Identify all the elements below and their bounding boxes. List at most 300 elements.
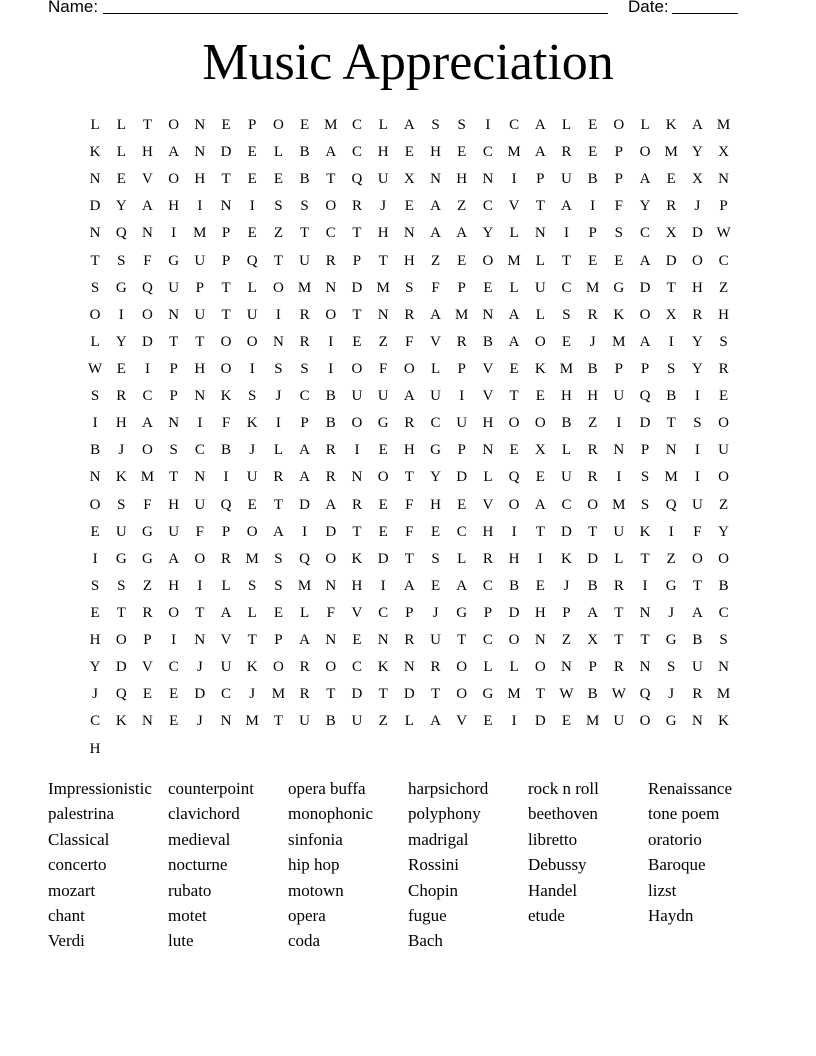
grid-letter: D xyxy=(639,415,651,432)
grid-letter: Q xyxy=(639,388,651,405)
grid-letter: P xyxy=(588,659,597,676)
grid-letter: C xyxy=(351,117,362,134)
grid-letter: G xyxy=(665,577,677,594)
grid-letter: R xyxy=(404,306,415,323)
grid-letter: R xyxy=(325,442,336,459)
grid-letter: N xyxy=(220,713,232,730)
grid-letter: K xyxy=(351,550,363,567)
grid-letter: O xyxy=(246,333,258,350)
grid-letter: F xyxy=(143,496,152,513)
grid-letter: N xyxy=(639,605,651,622)
grid-letter: E xyxy=(142,686,153,703)
grid-letter: E xyxy=(247,144,257,161)
grid-letter: I xyxy=(380,577,386,594)
grid-letter: I xyxy=(223,469,229,486)
grid-letter: R xyxy=(692,306,703,323)
grid-letter: O xyxy=(639,713,651,730)
word-list-item: rock n roll xyxy=(528,779,599,798)
grid-letter: L xyxy=(509,225,519,242)
grid-letter: L xyxy=(430,361,441,378)
word-list-item: libretto xyxy=(528,829,578,849)
grid-letter: H xyxy=(194,361,206,378)
grid-letter: E xyxy=(116,171,126,188)
grid-letter: W xyxy=(611,686,626,703)
grid-letter: G xyxy=(482,686,494,703)
word-list xyxy=(48,779,768,957)
grid-letter: H xyxy=(403,442,415,459)
grid-letter: H xyxy=(403,252,415,269)
grid-letter: M xyxy=(664,469,678,486)
grid-letter: B xyxy=(221,442,232,459)
grid-letter: A xyxy=(534,117,546,134)
grid-letter: Z xyxy=(561,632,572,649)
grid-letter: L xyxy=(640,117,650,134)
grid-letter: I xyxy=(616,415,622,432)
grid-letter: U xyxy=(430,388,441,405)
grid-letter: I xyxy=(511,523,517,540)
grid-letter: N xyxy=(168,415,180,432)
grid-letter: O xyxy=(115,632,127,649)
grid-letter: T xyxy=(561,252,572,269)
grid-letter: P xyxy=(405,605,414,622)
grid-letter: E xyxy=(457,144,467,161)
grid-letter: Z xyxy=(588,415,598,432)
grid-letter: N xyxy=(194,144,206,161)
grid-letter: I xyxy=(694,388,700,405)
name-input-line[interactable] xyxy=(103,13,608,14)
grid-letter: R xyxy=(299,306,310,323)
grid-letter: U xyxy=(718,442,730,459)
grid-letter: U xyxy=(194,496,206,513)
word-list-item: motet xyxy=(168,905,207,925)
grid-letter: F xyxy=(405,496,414,513)
grid-letter: Q xyxy=(508,469,520,486)
grid-letter: E xyxy=(588,117,598,134)
grid-letter: Q xyxy=(351,171,363,188)
grid-letter: A xyxy=(168,550,180,567)
letter-grid xyxy=(82,112,737,763)
grid-letter: N xyxy=(691,713,703,730)
grid-letter: U xyxy=(613,523,625,540)
grid-letter: T xyxy=(692,577,702,594)
date-label: Date: xyxy=(628,0,669,16)
word-list-item: mozart xyxy=(48,880,96,900)
grid-letter: F xyxy=(693,523,702,540)
grid-letter: D xyxy=(587,550,599,567)
grid-letter: J xyxy=(563,577,570,594)
grid-letter: U xyxy=(246,469,258,486)
grid-letter: B xyxy=(587,171,598,188)
word-list-item: motown xyxy=(288,880,344,900)
grid-letter: P xyxy=(640,361,650,378)
word-list-item: madrigal xyxy=(408,829,469,849)
grid-letter: D xyxy=(194,686,206,703)
grid-letter: O xyxy=(142,442,153,459)
grid-letter: L xyxy=(483,659,493,676)
grid-letter: H xyxy=(115,415,127,432)
grid-letter: P xyxy=(562,605,571,622)
grid-letter: A xyxy=(168,144,180,161)
grid-letter: R xyxy=(142,605,153,622)
grid-letter: D xyxy=(351,686,363,703)
grid-letter: N xyxy=(194,469,206,486)
grid-letter: U xyxy=(299,713,311,730)
grid-letter: F xyxy=(143,252,152,269)
grid-letter: U xyxy=(115,523,127,540)
grid-letter: E xyxy=(300,117,310,134)
grid-letter: C xyxy=(509,117,520,134)
grid-letter: E xyxy=(483,713,493,730)
grid-letter: A xyxy=(430,713,441,730)
grid-letter: S xyxy=(117,252,126,269)
grid-letter: S xyxy=(248,388,257,405)
grid-letter: E xyxy=(378,523,388,540)
grid-letter: B xyxy=(482,333,493,350)
grid-letter: L xyxy=(273,144,283,161)
grid-letter: S xyxy=(667,659,676,676)
grid-letter: O xyxy=(403,361,415,378)
grid-letter: N xyxy=(351,469,363,486)
word-list-item: Chopin xyxy=(408,880,459,900)
grid-letter: H xyxy=(561,388,572,405)
grid-letter: E xyxy=(404,144,414,161)
grid-letter: P xyxy=(614,361,624,378)
grid-letter: Y xyxy=(115,198,127,215)
grid-letter: R xyxy=(587,306,598,323)
word-list-item: Haydn xyxy=(648,905,694,925)
grid-letter: A xyxy=(430,306,441,323)
grid-letter: S xyxy=(614,225,624,242)
grid-letter: R xyxy=(587,469,598,486)
grid-letter: N xyxy=(194,632,206,649)
word-list-item: chant xyxy=(48,905,85,925)
grid-letter: H xyxy=(718,306,730,323)
grid-letter: H xyxy=(587,388,599,405)
grid-letter: Z xyxy=(142,577,153,594)
grid-letter: O xyxy=(325,550,337,567)
grid-letter: R xyxy=(587,442,598,459)
grid-letter: T xyxy=(378,686,388,703)
grid-letter: B xyxy=(561,415,572,432)
grid-letter: F xyxy=(614,198,624,215)
grid-letter: S xyxy=(274,361,283,378)
word-list-item: nocturne xyxy=(168,855,228,875)
grid-letter: U xyxy=(534,279,546,296)
grid-letter: E xyxy=(247,171,257,188)
grid-letter: P xyxy=(221,252,231,269)
grid-letter: A xyxy=(691,117,703,134)
grid-letter: I xyxy=(302,523,308,540)
grid-letter: S xyxy=(169,442,178,459)
grid-letter: M xyxy=(585,713,600,730)
grid-letter: T xyxy=(457,632,467,649)
grid-letter: G xyxy=(115,279,127,296)
grid-letter: D xyxy=(665,252,677,269)
word-list-item: oratorio xyxy=(648,829,702,849)
grid-letter: L xyxy=(116,144,126,161)
grid-letter: P xyxy=(248,117,257,134)
grid-letter: T xyxy=(90,252,100,269)
grid-letter: C xyxy=(482,632,493,649)
grid-letter: N xyxy=(325,279,337,296)
word-list-item: hip hop xyxy=(288,855,340,875)
grid-letter: O xyxy=(168,605,180,622)
grid-letter: P xyxy=(719,198,728,215)
grid-letter: C xyxy=(561,496,572,513)
grid-letter: A xyxy=(456,577,468,594)
grid-letter: S xyxy=(117,496,126,513)
grid-letter: O xyxy=(272,117,284,134)
grid-letter: E xyxy=(378,496,388,513)
grid-letter: X xyxy=(665,306,677,323)
grid-letter: M xyxy=(245,550,259,567)
grid-letter: E xyxy=(221,117,231,134)
grid-letter: R xyxy=(299,686,310,703)
grid-letter: R xyxy=(299,333,310,350)
grid-letter: L xyxy=(509,659,519,676)
word-list-item: tone poem xyxy=(648,804,720,824)
grid-letter: M xyxy=(716,117,731,134)
grid-letter: N xyxy=(482,171,494,188)
grid-letter: T xyxy=(666,279,676,296)
grid-letter: I xyxy=(537,550,543,567)
grid-letter: C xyxy=(90,713,101,730)
grid-letter: I xyxy=(197,198,203,215)
grid-letter: H xyxy=(482,523,494,540)
grid-letter: N xyxy=(718,659,730,676)
grid-letter: G xyxy=(168,252,180,269)
grid-letter: N xyxy=(534,632,546,649)
grid-letter: A xyxy=(142,415,153,432)
grid-letter: C xyxy=(168,659,179,676)
grid-letter: N xyxy=(89,469,101,486)
word-list-item: rubato xyxy=(168,880,212,900)
grid-letter: U xyxy=(691,659,703,676)
grid-letter: O xyxy=(456,686,468,703)
grid-letter: Y xyxy=(89,659,101,676)
grid-letter: E xyxy=(273,171,283,188)
grid-letter: A xyxy=(299,469,311,486)
grid-letter: L xyxy=(535,306,545,323)
word-list-item: coda xyxy=(288,931,321,951)
grid-letter: O xyxy=(246,523,258,540)
grid-letter: M xyxy=(507,686,521,703)
grid-letter: P xyxy=(221,225,231,242)
grid-letter: D xyxy=(534,713,546,730)
grid-letter: V xyxy=(482,496,494,513)
grid-letter: O xyxy=(534,333,546,350)
grid-letter: Q xyxy=(246,252,258,269)
grid-letter: E xyxy=(90,605,100,622)
grid-letter: H xyxy=(691,279,703,296)
grid-letter: N xyxy=(482,306,494,323)
word-list-item: opera xyxy=(288,905,326,925)
grid-letter: G xyxy=(613,279,625,296)
grid-letter: S xyxy=(274,198,283,215)
grid-letter: Q xyxy=(665,496,677,513)
grid-letter: T xyxy=(352,225,362,242)
grid-letter: A xyxy=(325,144,337,161)
grid-letter: A xyxy=(403,577,415,594)
grid-letter: M xyxy=(507,252,521,269)
grid-letter: U xyxy=(351,713,363,730)
grid-letter: O xyxy=(691,550,703,567)
grid-letter: L xyxy=(90,117,100,134)
grid-letter: Y xyxy=(691,144,703,161)
grid-letter: E xyxy=(457,252,467,269)
grid-letter: K xyxy=(115,713,127,730)
grid-letter: H xyxy=(377,225,389,242)
grid-letter: O xyxy=(89,306,101,323)
grid-letter: O xyxy=(718,469,730,486)
grid-letter: T xyxy=(535,686,545,703)
grid-letter: G xyxy=(142,523,153,540)
worksheet-header xyxy=(48,0,748,21)
grid-letter: M xyxy=(245,713,259,730)
word-list-item: Handel xyxy=(528,880,578,900)
grid-letter: I xyxy=(197,577,203,594)
grid-letter: G xyxy=(665,632,677,649)
grid-letter: B xyxy=(325,388,336,405)
grid-letter: E xyxy=(169,686,179,703)
word-list-item: Bach xyxy=(408,931,443,951)
grid-letter: E xyxy=(273,605,283,622)
grid-letter: T xyxy=(326,171,336,188)
grid-letter: S xyxy=(300,361,309,378)
grid-letter: S xyxy=(248,577,257,594)
grid-letter: Z xyxy=(273,225,283,242)
grid-letter: N xyxy=(220,198,232,215)
grid-letter: S xyxy=(90,577,100,594)
grid-letter: O xyxy=(508,415,520,432)
grid-letter: D xyxy=(691,225,703,242)
grid-letter: T xyxy=(378,252,388,269)
grid-letter: T xyxy=(221,279,231,296)
grid-letter: A xyxy=(299,632,311,649)
grid-letter: D xyxy=(508,605,520,622)
grid-letter: G xyxy=(115,550,127,567)
grid-letter: T xyxy=(430,686,441,703)
grid-letter: E xyxy=(535,469,545,486)
grid-letter: H xyxy=(168,198,180,215)
word-list-item: lizst xyxy=(648,880,677,900)
grid-letter: T xyxy=(169,333,179,350)
date-input-line[interactable] xyxy=(672,13,738,14)
grid-letter: T xyxy=(195,605,205,622)
page-title: Music Appreciation xyxy=(202,34,614,91)
grid-letter: W xyxy=(716,225,731,242)
grid-letter: A xyxy=(403,117,415,134)
grid-letter: S xyxy=(719,632,728,649)
grid-letter: W xyxy=(559,686,574,703)
grid-letter: I xyxy=(616,469,622,486)
grid-letter: C xyxy=(561,279,572,296)
grid-letter: M xyxy=(271,686,286,703)
grid-letter: N xyxy=(142,225,153,242)
grid-letter: H xyxy=(351,577,363,594)
grid-letter: M xyxy=(612,333,626,350)
grid-letter: P xyxy=(195,279,205,296)
grid-letter: J xyxy=(432,605,439,622)
grid-letter: O xyxy=(691,252,703,269)
grid-letter: A xyxy=(456,225,468,242)
word-list-item: concerto xyxy=(48,855,107,875)
grid-letter: T xyxy=(221,306,231,323)
grid-letter: R xyxy=(692,686,703,703)
grid-letter: M xyxy=(612,496,626,513)
grid-letter: R xyxy=(221,550,232,567)
grid-letter: O xyxy=(456,659,468,676)
grid-letter: I xyxy=(249,198,255,215)
grid-letter: V xyxy=(220,632,232,649)
grid-letter: L xyxy=(247,279,257,296)
grid-letter: G xyxy=(456,605,468,622)
grid-letter: N xyxy=(89,225,101,242)
grid-letter: A xyxy=(639,333,651,350)
grid-letter: P xyxy=(536,171,545,188)
grid-letter: T xyxy=(535,523,545,540)
grid-letter: T xyxy=(273,252,283,269)
grid-letter: T xyxy=(116,605,126,622)
grid-letter: O xyxy=(613,117,625,134)
grid-letter: F xyxy=(405,523,414,540)
grid-letter: N xyxy=(639,659,651,676)
grid-letter: U xyxy=(168,279,180,296)
grid-letter: O xyxy=(325,198,337,215)
grid-letter: P xyxy=(300,415,309,432)
grid-letter: N xyxy=(403,659,415,676)
grid-letter: J xyxy=(589,333,596,350)
grid-letter: N xyxy=(534,225,546,242)
grid-letter: H xyxy=(89,740,101,757)
grid-letter: N xyxy=(613,442,625,459)
grid-letter: O xyxy=(272,279,284,296)
grid-letter: T xyxy=(404,469,414,486)
grid-letter: S xyxy=(667,361,676,378)
grid-letter: T xyxy=(535,198,545,215)
grid-letter: I xyxy=(171,632,177,649)
grid-letter: U xyxy=(691,496,703,513)
grid-letter: S xyxy=(431,117,440,134)
grid-letter: D xyxy=(89,198,101,215)
grid-letter: N xyxy=(142,713,153,730)
grid-letter: P xyxy=(274,632,283,649)
grid-letter: P xyxy=(457,279,466,296)
grid-letter: E xyxy=(561,713,572,730)
grid-letter: I xyxy=(354,442,360,459)
grid-letter: Y xyxy=(482,225,494,242)
grid-letter: T xyxy=(352,306,362,323)
grid-letter: D xyxy=(115,659,127,676)
word-list-item: etude xyxy=(528,905,565,925)
grid-letter: D xyxy=(403,686,415,703)
word-list-item: lute xyxy=(168,931,194,951)
grid-letter: C xyxy=(718,605,729,622)
grid-letter: H xyxy=(534,605,546,622)
grid-letter: C xyxy=(378,605,389,622)
grid-letter: N xyxy=(194,388,206,405)
grid-letter: O xyxy=(508,496,520,513)
grid-letter: E xyxy=(535,577,545,594)
grid-letter: L xyxy=(116,117,126,134)
grid-letter: S xyxy=(693,415,702,432)
grid-letter: S xyxy=(457,117,466,134)
grid-letter: V xyxy=(351,605,363,622)
grid-letter: K xyxy=(534,361,546,378)
grid-letter: K xyxy=(246,415,258,432)
grid-letter: R xyxy=(613,577,624,594)
grid-letter: A xyxy=(561,198,572,215)
